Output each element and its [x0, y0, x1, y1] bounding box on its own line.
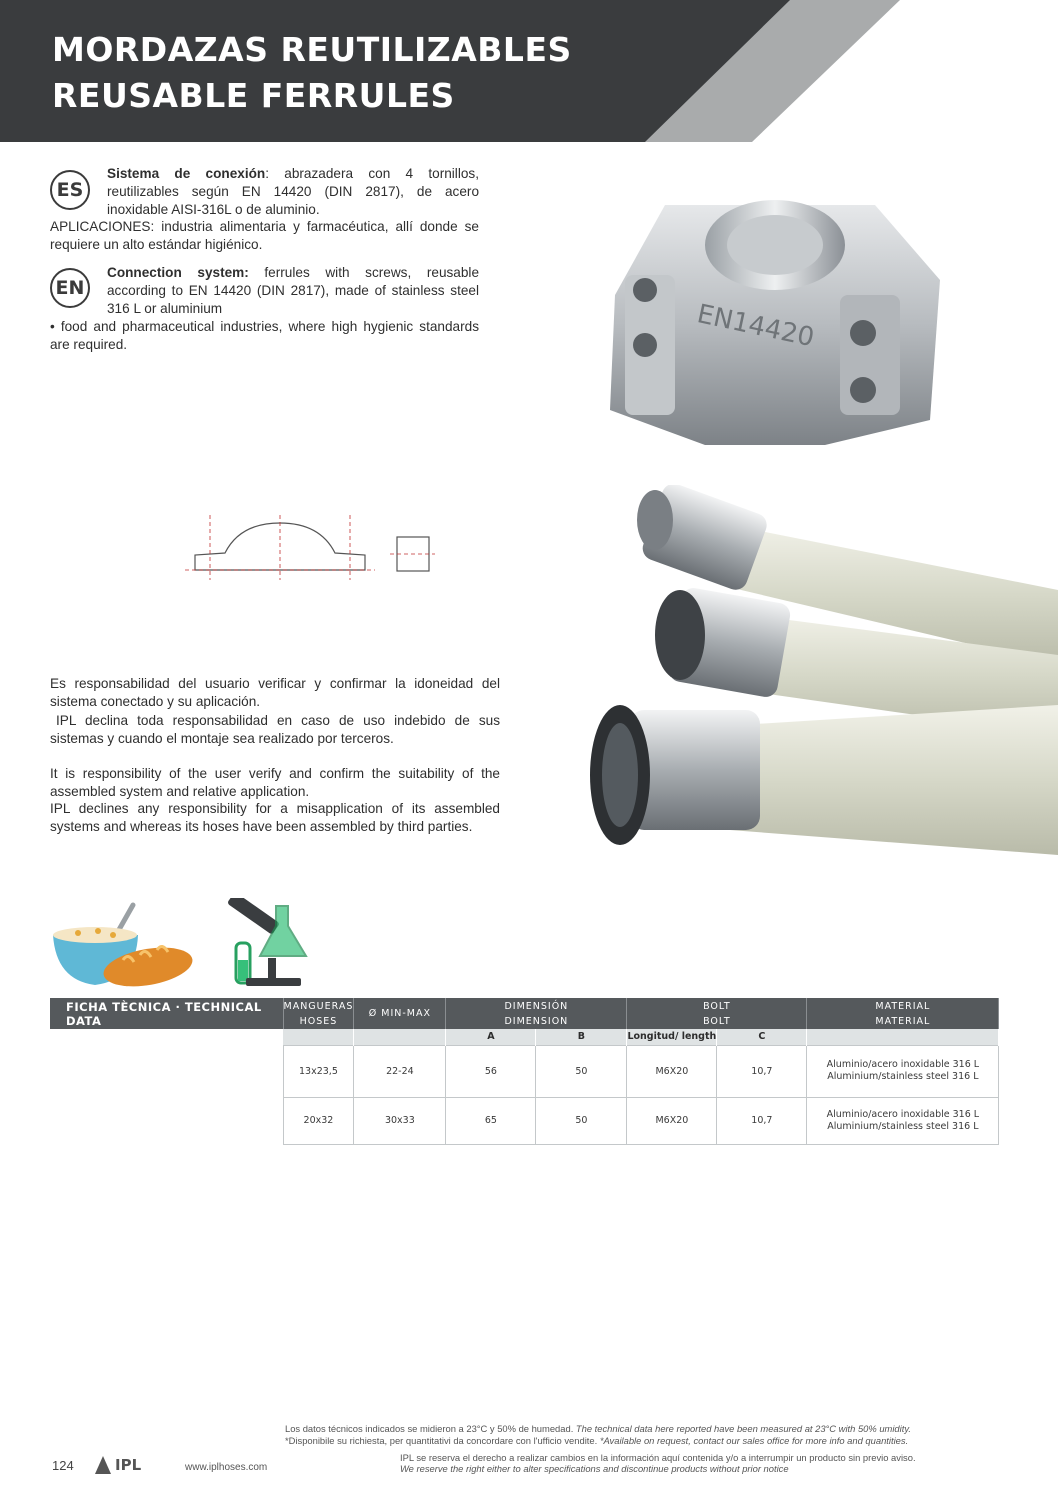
cell-a: 56	[446, 1045, 536, 1097]
cell-material-en: Aluminium/stainless steel 316 L	[827, 1120, 979, 1132]
es-language-icon: ES	[50, 170, 90, 210]
footer-note-1-es: Los datos técnicos indicados se midieron a 23°C y 50% de humedad.	[285, 1423, 574, 1434]
es-connection-body: : abrazadera con 4 tornillos, reutilizables según EN 14420 (DIN 2817), de acero inoxidable AISI-316L o de aluminio.	[107, 166, 479, 217]
footer-note-2-en: *Available on request, contact our sales office for more info and quantities.	[599, 1435, 909, 1446]
footer-note-2	[285, 1435, 985, 1447]
brand-logo-icon	[95, 1456, 111, 1474]
es-connection-text	[107, 165, 479, 219]
col-material-1: MATERIAL	[807, 998, 999, 1014]
cell-c: 10,7	[717, 1045, 807, 1097]
en-connection-body: ferrules with screws, reusable according to EN 14420 (DIN 2817), made of stainless steel 316 L or aluminium	[107, 265, 480, 316]
cell-material-en: Aluminium/stainless steel 316 L	[827, 1071, 979, 1082]
pharmaceutical-industry-icon	[218, 898, 313, 993]
en-language-icon: EN	[50, 268, 90, 308]
cell-bolt: M6X20	[627, 1097, 717, 1144]
es-connection-lead: Sistema de conexión	[107, 166, 266, 181]
cell-a: 65	[446, 1097, 536, 1144]
col-material-2: MATERIAL	[807, 1014, 999, 1029]
footer-note-1	[285, 1423, 985, 1435]
disclaimer-en-1: It is responsibility of the user verify and confirm the suitability of the assembled system and relative application.	[50, 766, 500, 799]
table-row	[50, 1097, 999, 1144]
cell-c: 10,7	[717, 1097, 807, 1144]
cell-material-es: Aluminio/acero inoxidable 316 L	[826, 1059, 980, 1070]
technical-data-title: FICHA TÈCNICA · TECHNICAL DATA	[50, 998, 283, 1029]
en-connection-text	[107, 264, 479, 318]
ferrule-clamp-photo	[585, 185, 955, 460]
col-mangueras: MANGUERAS	[283, 998, 354, 1014]
hoses-assembly-photo	[580, 485, 1058, 855]
cell-b: 50	[536, 1045, 627, 1097]
disclaimer-es-2: IPL declina toda responsabilidad en caso de uso indebido de sus sistemas y cuando el montaje sea realizado por terceros.	[50, 713, 500, 746]
footer-note-1-en: The technical data here reported have been measured at 23°C with 50% umidity.	[575, 1423, 911, 1434]
cell-material	[807, 1097, 999, 1144]
disclaimer-en-2: IPL declines any responsibility for a misapplication of its assembled systems and whereas its hoses have been assembled by third parties.	[50, 801, 500, 834]
page-title-es: MORDAZAS REUTILIZABLES	[52, 30, 572, 69]
footer-note-3-es: IPL se reserva el derecho a realizar cambios en la información aquí contenida y/o a interrumpir un producto sin previo aviso.	[400, 1452, 916, 1463]
cell-bolt: M6X20	[627, 1045, 717, 1097]
cell-minmax: 30x33	[354, 1097, 446, 1144]
col-hoses: HOSES	[283, 1014, 354, 1029]
subcol-a: A	[446, 1029, 536, 1045]
footer-note-2-es: *Disponibile su richiesta, per quantitativi da concordare con l'ufficio vendite.	[285, 1435, 598, 1446]
website-link[interactable]: www.iplhoses.com	[185, 1462, 268, 1473]
cell-hose: 13x23,5	[283, 1045, 354, 1097]
cell-hose: 20x32	[283, 1097, 354, 1144]
col-dimension-en: DIMENSION	[446, 1014, 627, 1029]
subcol-c: C	[717, 1029, 807, 1045]
page-title-en: REUSABLE FERRULES	[52, 76, 455, 115]
brand-name: IPL	[115, 1456, 142, 1474]
col-diameter-min-max: Ø MIN-MAX	[354, 998, 446, 1029]
ferrule-technical-drawing	[185, 515, 435, 585]
footer-note-3-en: We reserve the right either to alter specifications and discontinue products without prior notice	[400, 1463, 789, 1474]
subcol-b: B	[536, 1029, 627, 1045]
cell-material	[807, 1045, 999, 1097]
disclaimer-es-1: Es responsabilidad del usuario verificar y confirmar la idoneidad del sistema conectado y su aplicación.	[50, 676, 500, 709]
cell-minmax: 22-24	[354, 1045, 446, 1097]
header-background	[0, 0, 1058, 142]
en-applications-text: • food and pharmaceutical industries, where high hygienic standards are required.	[50, 319, 479, 352]
table-row	[50, 1045, 999, 1097]
en-connection-lead: Connection system:	[107, 265, 249, 280]
brand-logo	[95, 1456, 141, 1474]
es-applications-text: APLICACIONES: industria alimentaria y farmacéutica, allí donde se requiere un alto estándar higiénico.	[50, 219, 479, 252]
subcol-length: Longitud/ length	[627, 1029, 717, 1045]
clamp-engraving: EN14420	[694, 299, 817, 354]
col-dimension-es: DIMENSIÓN	[446, 998, 627, 1014]
page-number: 124	[52, 1458, 74, 1473]
food-industry-icon	[48, 900, 198, 995]
col-bolt-1: BOLT	[627, 998, 807, 1014]
header-band	[0, 0, 1058, 142]
col-bolt-2: BOLT	[627, 1014, 807, 1029]
technical-data-table	[50, 998, 999, 1145]
cell-material-es: Aluminio/acero inoxidable 316 L	[826, 1108, 980, 1120]
cell-b: 50	[536, 1097, 627, 1144]
